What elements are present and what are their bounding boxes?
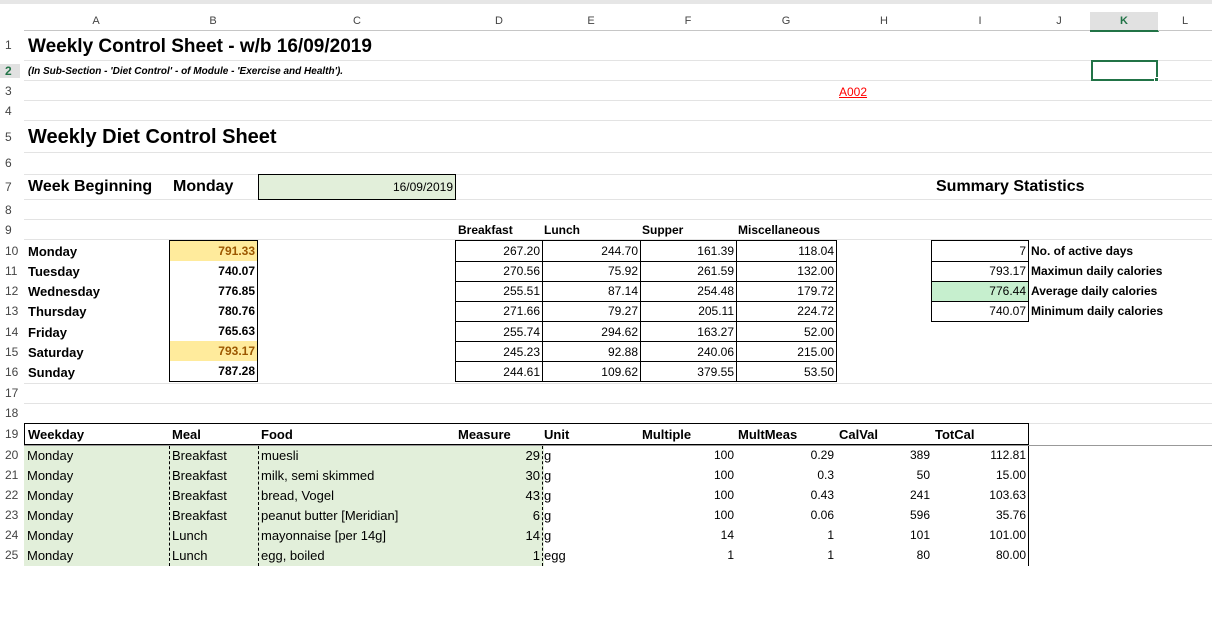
entry-multiple[interactable]: 14: [720, 528, 734, 542]
entry-totcal[interactable]: 103.63: [989, 488, 1026, 502]
row-header-15[interactable]: 15: [5, 345, 19, 359]
entry-food[interactable]: milk, semi skimmed: [261, 468, 375, 483]
meal-header-breakfast: Breakfast: [458, 223, 513, 237]
row-header-1[interactable]: 1: [5, 38, 12, 52]
entry-food[interactable]: peanut butter [Meridian]: [261, 508, 399, 523]
stat-label: Minimum daily calories: [1031, 304, 1164, 318]
column-header-b[interactable]: B: [168, 12, 259, 31]
supper-cell[interactable]: 254.48: [697, 284, 734, 298]
day-name: Monday: [28, 244, 78, 259]
entry-totcal[interactable]: 15.00: [995, 468, 1026, 482]
row-header-25[interactable]: 25: [5, 548, 19, 562]
entry-food[interactable]: mayonnaise [per 14g]: [261, 528, 387, 543]
entry-meal[interactable]: Breakfast: [172, 488, 227, 503]
column-header-e[interactable]: E: [542, 12, 641, 31]
entry-unit[interactable]: g: [544, 508, 552, 523]
entry-food[interactable]: bread, Vogel: [261, 488, 335, 503]
entry-meal[interactable]: Breakfast: [172, 468, 227, 483]
row-header-17[interactable]: 17: [5, 386, 19, 400]
entry-calval[interactable]: 50: [916, 468, 930, 482]
entry-calval[interactable]: 389: [909, 448, 930, 462]
entry-multmeas[interactable]: 0.06: [810, 508, 834, 522]
header-unit: Unit: [544, 427, 570, 442]
daily-total-cell[interactable]: 793.17: [170, 341, 257, 361]
row-header-12[interactable]: 12: [5, 284, 19, 298]
column-header-d[interactable]: D: [456, 12, 543, 31]
row-header-10[interactable]: 10: [5, 244, 19, 258]
stat-value[interactable]: 776.44: [989, 284, 1026, 298]
stat-label: Average daily calories: [1031, 284, 1158, 298]
column-header-h[interactable]: H: [836, 12, 933, 31]
day-name: Tuesday: [28, 264, 80, 279]
entry-measure[interactable]: 6: [532, 508, 540, 523]
stat-value[interactable]: 740.07: [989, 304, 1026, 318]
day-name: Friday: [28, 325, 68, 340]
row-header-6[interactable]: 6: [5, 156, 12, 170]
row-header-16[interactable]: 16: [5, 365, 19, 379]
header-meal: Meal: [172, 427, 201, 442]
fill-handle[interactable]: [1154, 77, 1159, 82]
stat-label: No. of active days: [1031, 244, 1134, 258]
row-header-22[interactable]: 22: [5, 488, 19, 502]
lunch-cell[interactable]: 87.14: [607, 284, 638, 298]
entry-measure[interactable]: 43: [525, 488, 540, 503]
supper-cell[interactable]: 163.27: [697, 325, 734, 339]
header-multiple: Multiple: [642, 427, 692, 442]
entry-calval[interactable]: 596: [909, 508, 930, 522]
day-name: Sunday: [28, 365, 75, 380]
header-multmeas: MultMeas: [738, 427, 798, 442]
row-header-24[interactable]: 24: [5, 528, 19, 542]
entry-calval[interactable]: 80: [916, 548, 930, 562]
entry-weekday[interactable]: Monday: [27, 528, 74, 543]
row-header-3[interactable]: 3: [5, 84, 12, 98]
column-header-k[interactable]: K: [1090, 12, 1159, 32]
column-header-a[interactable]: A: [24, 12, 169, 31]
supper-cell[interactable]: 261.59: [697, 264, 734, 278]
entry-multmeas[interactable]: 0.43: [810, 488, 834, 502]
entry-calval[interactable]: 101: [909, 528, 930, 542]
entry-calval[interactable]: 241: [909, 488, 930, 502]
row-header-23[interactable]: 23: [5, 508, 19, 522]
active-cell-k2[interactable]: [1091, 60, 1158, 81]
misc-cell[interactable]: 179.72: [797, 284, 834, 298]
meal-header-supper: Supper: [642, 223, 684, 237]
entry-unit[interactable]: g: [544, 488, 552, 503]
entry-meal[interactable]: Lunch: [172, 528, 208, 543]
row-header-19[interactable]: 19: [5, 427, 19, 441]
entry-multmeas[interactable]: 1: [827, 548, 834, 562]
breakfast-cell[interactable]: 255.74: [503, 325, 540, 339]
daily-total-cell[interactable]: 740.07: [218, 264, 255, 278]
misc-cell[interactable]: 215.00: [797, 345, 834, 359]
entry-multiple[interactable]: 1: [727, 548, 734, 562]
lunch-cell[interactable]: 294.62: [601, 325, 638, 339]
week-beginning-label: Week Beginning: [28, 178, 153, 195]
row-header-4[interactable]: 4: [5, 104, 12, 118]
row-header-21[interactable]: 21: [5, 468, 19, 482]
misc-cell[interactable]: 224.72: [797, 304, 834, 318]
row-header-2[interactable]: 2: [0, 64, 20, 78]
entry-unit[interactable]: g: [544, 448, 552, 463]
supper-cell[interactable]: 240.06: [697, 345, 734, 359]
daily-total-cell[interactable]: 776.85: [218, 284, 255, 298]
entry-measure[interactable]: 30: [525, 468, 540, 483]
breakfast-cell[interactable]: 245.23: [503, 345, 540, 359]
week-day-label: Monday: [173, 178, 234, 195]
daily-total-cell[interactable]: 787.28: [218, 364, 255, 378]
stat-value[interactable]: 7: [1019, 244, 1026, 258]
column-header-i[interactable]: I: [932, 12, 1029, 31]
entry-food[interactable]: egg, boiled: [261, 548, 325, 563]
breakfast-cell[interactable]: 270.56: [503, 264, 540, 278]
misc-cell[interactable]: 53.50: [803, 365, 834, 379]
daily-total-cell[interactable]: 791.33: [170, 241, 257, 261]
entry-food[interactable]: muesli: [261, 448, 299, 463]
misc-cell[interactable]: 52.00: [803, 325, 834, 339]
sheet-subtitle: (In Sub-Section - 'Diet Control' - of Module - 'Exercise and Health').: [28, 66, 344, 77]
header-totcal: TotCal: [935, 427, 975, 442]
supper-cell[interactable]: 379.55: [697, 365, 734, 379]
header-weekday: Weekday: [28, 427, 85, 442]
row-header-13[interactable]: 13: [5, 304, 19, 318]
entry-multmeas[interactable]: 0.29: [810, 448, 834, 462]
entry-unit[interactable]: g: [544, 528, 552, 543]
diet-sheet-title: Weekly Diet Control Sheet: [28, 126, 277, 148]
supper-cell[interactable]: 161.39: [697, 244, 734, 258]
entry-weekday[interactable]: Monday: [27, 488, 74, 503]
lunch-cell[interactable]: 92.88: [607, 345, 638, 359]
entry-measure[interactable]: 14: [525, 528, 540, 543]
daily-totals-box: [169, 240, 258, 382]
entry-meal[interactable]: Breakfast: [172, 508, 227, 523]
week-date-cell[interactable]: 16/09/2019: [258, 174, 456, 200]
lunch-cell[interactable]: 109.62: [601, 365, 638, 379]
column-header-l[interactable]: L: [1158, 12, 1212, 31]
meal-header-lunch: Lunch: [544, 223, 580, 237]
summary-statistics-title: Summary Statistics: [936, 178, 1085, 195]
row-header-11[interactable]: 11: [5, 264, 18, 278]
entry-multiple[interactable]: 100: [713, 448, 734, 462]
entry-totcal[interactable]: 35.76: [995, 508, 1026, 522]
entry-multiple[interactable]: 100: [713, 488, 734, 502]
day-name: Thursday: [28, 304, 87, 319]
entry-unit[interactable]: g: [544, 468, 552, 483]
day-name: Wednesday: [28, 284, 101, 299]
entry-multmeas[interactable]: 0.3: [817, 468, 834, 482]
row-header-18[interactable]: 18: [5, 406, 19, 420]
row-header-7[interactable]: 7: [5, 180, 12, 194]
breakfast-cell[interactable]: 267.20: [503, 244, 540, 258]
meal-header-misc: Miscellaneous: [738, 223, 821, 237]
header-food: Food: [261, 427, 293, 442]
row-header-9[interactable]: 9: [5, 223, 12, 237]
lunch-cell[interactable]: 244.70: [601, 244, 638, 258]
column-header-c[interactable]: C: [258, 12, 457, 31]
entry-weekday[interactable]: Monday: [27, 468, 74, 483]
breakfast-cell[interactable]: 244.61: [503, 365, 540, 379]
entry-unit[interactable]: egg: [544, 548, 566, 563]
supper-cell[interactable]: 205.11: [698, 304, 734, 318]
row-header-5[interactable]: 5: [5, 130, 12, 144]
entry-multiple[interactable]: 100: [713, 508, 734, 522]
daily-total-cell[interactable]: 780.76: [218, 304, 255, 318]
row-header-8[interactable]: 8: [5, 203, 12, 217]
entry-measure[interactable]: 29: [525, 448, 540, 463]
misc-cell[interactable]: 132.00: [797, 264, 834, 278]
column-header-j[interactable]: J: [1028, 12, 1091, 31]
day-name: Saturday: [28, 345, 84, 360]
entry-weekday[interactable]: Monday: [27, 548, 74, 563]
lunch-cell[interactable]: 75.92: [607, 264, 638, 278]
stat-value[interactable]: 793.17: [989, 264, 1026, 278]
header-calval: CalVal: [839, 427, 879, 442]
entry-multiple[interactable]: 100: [713, 468, 734, 482]
ribbon-edge: [0, 0, 1212, 4]
entry-meal[interactable]: Lunch: [172, 548, 208, 563]
sheet-title: Weekly Control Sheet - w/b 16/09/2019: [28, 36, 372, 57]
misc-cell[interactable]: 118.04: [798, 244, 834, 258]
row-header-14[interactable]: 14: [5, 325, 19, 339]
entry-weekday[interactable]: Monday: [27, 448, 74, 463]
column-header-f[interactable]: F: [640, 12, 737, 31]
lunch-cell[interactable]: 79.27: [607, 304, 638, 318]
stat-label: Maximun daily calories: [1031, 264, 1163, 278]
entry-meal[interactable]: Breakfast: [172, 448, 227, 463]
entry-totcal[interactable]: 112.81: [990, 448, 1026, 462]
reference-link[interactable]: A002: [839, 85, 868, 99]
entry-totcal[interactable]: 80.00: [995, 548, 1026, 562]
entry-measure[interactable]: 1: [532, 548, 540, 563]
breakfast-cell[interactable]: 255.51: [503, 284, 540, 298]
breakfast-cell[interactable]: 271.66: [503, 304, 540, 318]
row-header-20[interactable]: 20: [5, 448, 19, 462]
entry-weekday[interactable]: Monday: [27, 508, 74, 523]
entry-multmeas[interactable]: 1: [827, 528, 834, 542]
column-header-g[interactable]: G: [736, 12, 837, 31]
entry-totcal[interactable]: 101.00: [989, 528, 1026, 542]
header-measure: Measure: [458, 427, 511, 442]
daily-total-cell[interactable]: 765.63: [218, 324, 255, 338]
